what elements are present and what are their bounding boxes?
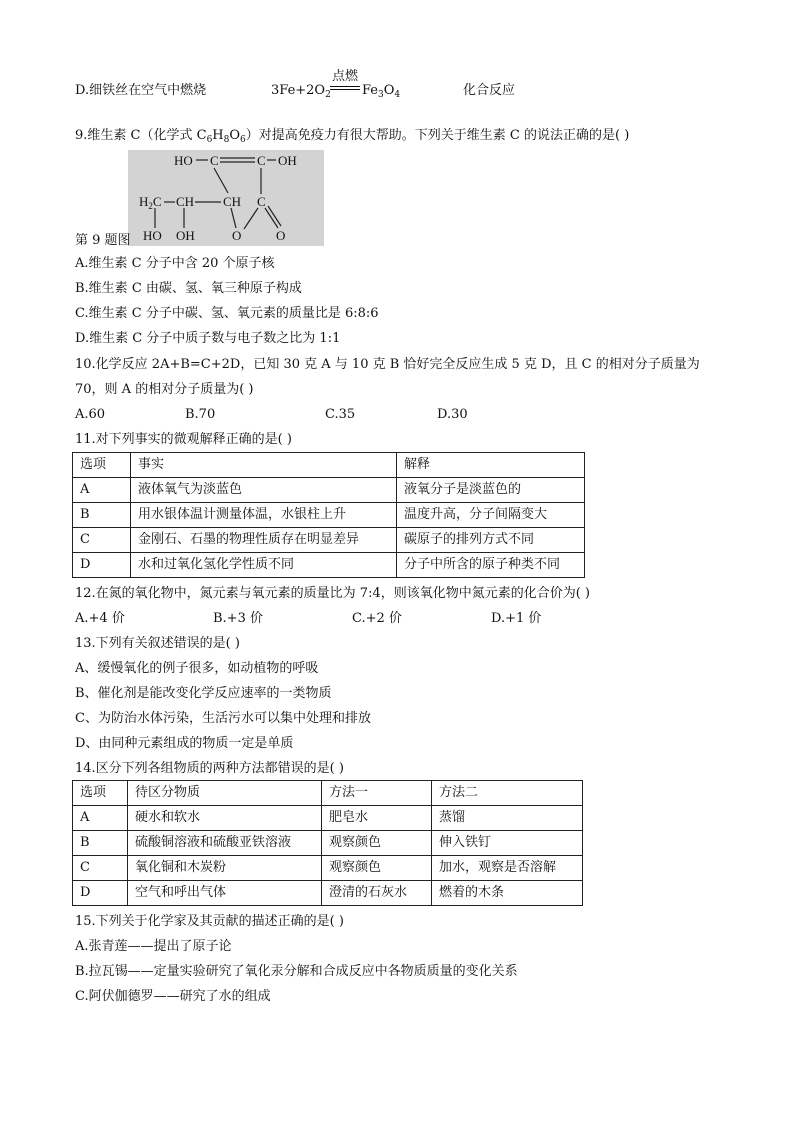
eq-left: 3Fe+2O: [271, 83, 326, 98]
q9-sub3: 6: [240, 135, 246, 145]
table-header-cell: 方法二: [432, 781, 583, 806]
eq-right-sub2: 4: [394, 90, 401, 100]
q13-option-d: D、由同种元素组成的物质一定是单质: [75, 736, 294, 751]
table-cell: 用水银体温计测量体温，水银柱上升: [131, 503, 397, 528]
q11-stem: 11.对下列事实的微观解释正确的是( ): [75, 432, 292, 447]
vitamin-c-structure-figure: [128, 150, 324, 246]
table-cell: 温度升高，分子间隔变大: [397, 503, 585, 528]
table-cell: 蒸馏: [432, 806, 583, 831]
table-header-cell: 事实: [131, 453, 397, 478]
q8d-reaction-type: 化合反应: [463, 83, 516, 98]
table-row: [73, 528, 585, 553]
q14-stem: 14.区分下列各组物质的两种方法都错误的是( ): [75, 761, 344, 776]
table-header-cell: 方法一: [322, 781, 432, 806]
q12-stem: 12.在氮的氧化物中，氮元素与氧元素的质量比为 7:4，则该氧化物中氮元素的化合价为( ): [75, 586, 591, 601]
q15-option-b: B.拉瓦锡——定量实验研究了氧化汞分解和合成反应中各物质质量的变化关系: [75, 964, 518, 979]
q9-option-b: B.维生素 C 由碳、氢、氧三种原子构成: [75, 281, 302, 296]
table-row: [73, 553, 585, 578]
q10-option-d: D.30: [437, 407, 468, 422]
q11-table: [72, 452, 585, 578]
table-cell: 伸入铁钉: [432, 831, 583, 856]
table-cell: 液体氧气为淡蓝色: [131, 478, 397, 503]
table-cell: B: [73, 503, 131, 528]
reaction-condition: 点燃: [331, 69, 358, 84]
eq-right-mid: O: [383, 83, 395, 98]
q9-stem-post: ）对提高免疫力有很大帮助。下列关于维生素 C 的说法正确的是( ): [245, 128, 630, 143]
q13-option-c: C、为防治水体污染，生活污水可以集中处理和排放: [75, 711, 371, 726]
q9-sub1: 6: [206, 135, 213, 145]
q12-option-d: D.+1 价: [491, 611, 542, 626]
table-cell: 空气和呼出气体: [128, 881, 322, 906]
q9-stem-pre: 9.维生素 C（化学式 C: [75, 128, 207, 143]
table-row: [73, 478, 585, 503]
table-cell: A: [73, 478, 131, 503]
struct-ring-o: O: [232, 228, 242, 243]
table-cell: 金刚石、石墨的物理性质存在明显差异: [131, 528, 397, 553]
q10-stem-line1: 10.化学反应 2A+B=C+2D，已知 30 克 A 与 10 克 B 恰好完全反应生成 5 克 D，且 C 的相对分子质量为: [75, 357, 700, 372]
table-cell: 氧化铜和木炭粉: [128, 856, 322, 881]
table-cell: C: [73, 856, 128, 881]
reaction-arrow: [330, 70, 360, 104]
table-cell: 澄清的石灰水: [322, 881, 432, 906]
q9-sub2: 8: [223, 135, 230, 145]
table-cell: D: [73, 881, 128, 906]
q13-option-b: B、催化剂是能改变化学反应速率的一类物质: [75, 686, 332, 701]
q10-stem-line2: 70，则 A 的相对分子质量为( ): [75, 382, 254, 397]
table-cell: A: [73, 806, 128, 831]
struct-carbonyl-o: O: [276, 228, 286, 243]
struct-ho-top: HO: [174, 153, 193, 168]
q9-option-a: A.维生素 C 分子中含 20 个原子核: [75, 256, 275, 271]
table-header-cell: 选项: [73, 781, 128, 806]
q8-option-d: [75, 82, 206, 100]
struct-oh-bottom: OH: [176, 228, 195, 243]
struct-oh-top: OH: [278, 153, 297, 168]
table-row: [73, 831, 583, 856]
table-row: [73, 856, 583, 881]
table-row: [73, 806, 583, 831]
table-cell: 观察颜色: [322, 856, 432, 881]
table-header-row: [73, 781, 583, 806]
q10-option-b: B.70: [185, 407, 216, 422]
q10-option-a: A.60: [75, 407, 106, 422]
q10-option-c: C.35: [325, 407, 356, 422]
table-cell: 肥皂水: [322, 806, 432, 831]
struct-ho-bottom: HO: [143, 228, 162, 243]
q15-stem: 15.下列关于化学家及其贡献的描述正确的是( ): [75, 914, 344, 929]
q13-stem: 13.下列有关叙述错误的是( ): [75, 636, 240, 651]
q8d-equation-right: [362, 82, 400, 100]
q9-option-c: C.维生素 C 分子中碳、氢、氧元素的质量比是 6:8:6: [75, 306, 379, 321]
q8d-text: D.细铁丝在空气中燃烧: [75, 83, 207, 98]
eq-left-sub: 2: [325, 90, 331, 100]
q12-option-a: A.+4 价: [75, 611, 125, 626]
table-row: [73, 503, 585, 528]
eq-right: Fe: [362, 83, 379, 98]
table-header-cell: 解释: [397, 453, 585, 478]
q12-option-c: C.+2 价: [352, 611, 402, 626]
table-cell: 水和过氧化氢化学性质不同: [131, 553, 397, 578]
struct-h2c: $H_2C$: [139, 194, 162, 211]
struct-c2: C: [257, 153, 266, 168]
q9-h: H: [212, 128, 224, 143]
equals-bar: [330, 86, 360, 90]
table-cell: 硬水和软水: [128, 806, 322, 831]
q9-o: O: [229, 128, 241, 143]
q9-figure-caption: 第 9 题图: [75, 233, 131, 248]
table-cell: 硫酸铜溶液和硫酸亚铁溶液: [128, 831, 322, 856]
q13-option-a: A、缓慢氧化的例子很多，如动植物的呼吸: [75, 661, 319, 676]
q15-option-a: A.张青莲——提出了原子论: [75, 939, 232, 954]
table-cell: 分子中所含的原子种类不同: [397, 553, 585, 578]
table-row: [73, 881, 583, 906]
table-cell: 碳原子的排列方式不同: [397, 528, 585, 553]
table-cell: 液氧分子是淡蓝色的: [397, 478, 585, 503]
q9-option-d: D.维生素 C 分子中质子数与电子数之比为 1:1: [75, 331, 341, 346]
table-cell: C: [73, 528, 131, 553]
struct-c1: C: [210, 153, 219, 168]
struct-ch2: CH: [223, 194, 242, 209]
table-cell: 观察颜色: [322, 831, 432, 856]
eq-right-sub1: 3: [378, 90, 384, 100]
struct-c3: C: [257, 194, 266, 209]
q9-stem: [75, 127, 629, 145]
struct-ch1: CH: [176, 194, 195, 209]
table-cell: B: [73, 831, 128, 856]
table-cell: 加水，观察是否溶解: [432, 856, 583, 881]
table-cell: 燃着的木条: [432, 881, 583, 906]
table-header-cell: 待区分物质: [128, 781, 322, 806]
table-header-row: [73, 453, 585, 478]
q14-table: [72, 780, 583, 906]
vitamin-c-structure-svg: [128, 150, 324, 246]
q15-option-c: C.阿伏伽德罗——研究了水的组成: [75, 989, 271, 1004]
table-cell: D: [73, 553, 131, 578]
table-header-cell: 选项: [73, 453, 131, 478]
q12-option-b: B.+3 价: [213, 611, 263, 626]
q8d-equation-left: [271, 82, 331, 100]
